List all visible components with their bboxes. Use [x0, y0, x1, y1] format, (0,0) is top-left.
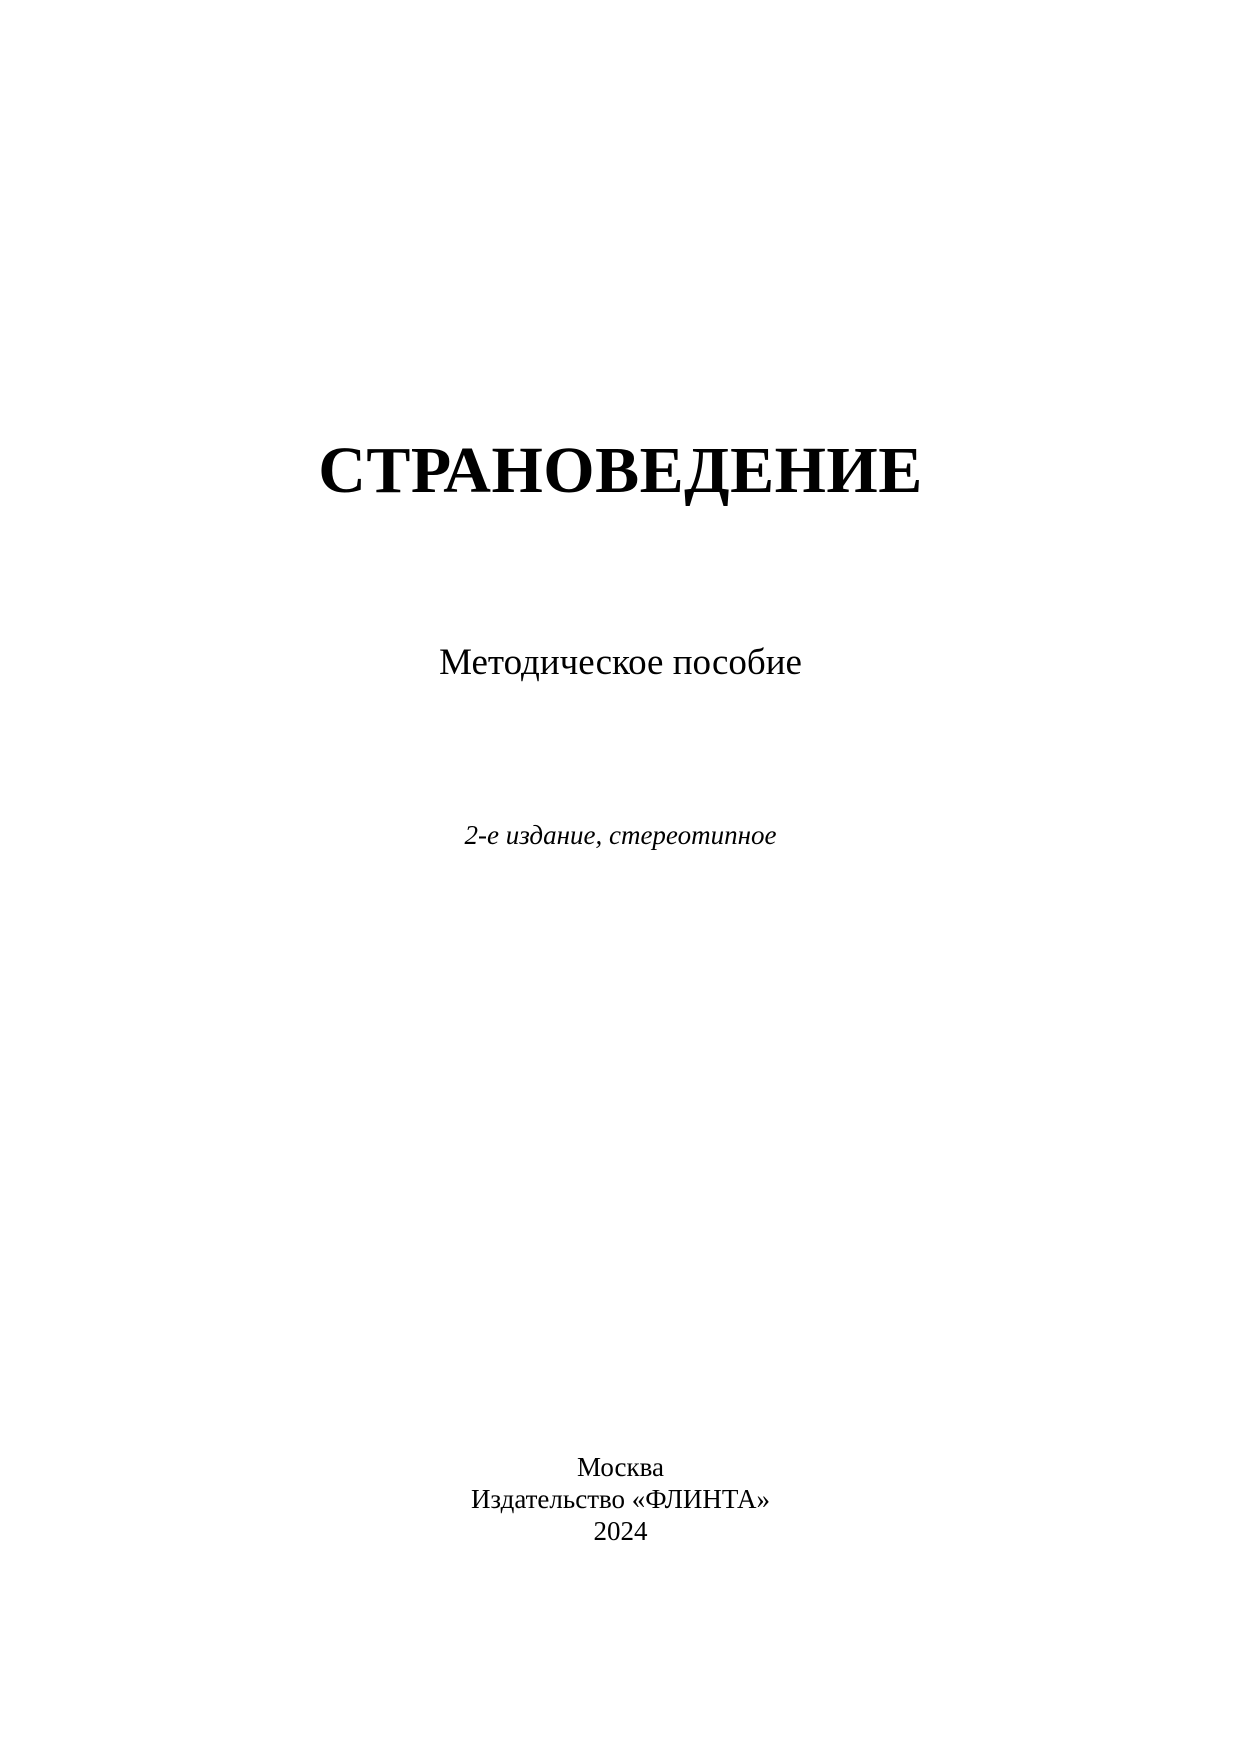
imprint-year: 2024 — [593, 1516, 648, 1546]
book-subtitle: Методическое пособие — [439, 642, 802, 683]
book-title: СТРАНОВЕДЕНИЕ — [318, 434, 923, 507]
imprint-publisher: Издательство «ФЛИНТА» — [470, 1484, 771, 1514]
edition-note: 2-е издание, стереотипное — [464, 820, 777, 850]
imprint-block — [0, 1451, 1241, 1547]
imprint-city: Москва — [577, 1452, 664, 1482]
